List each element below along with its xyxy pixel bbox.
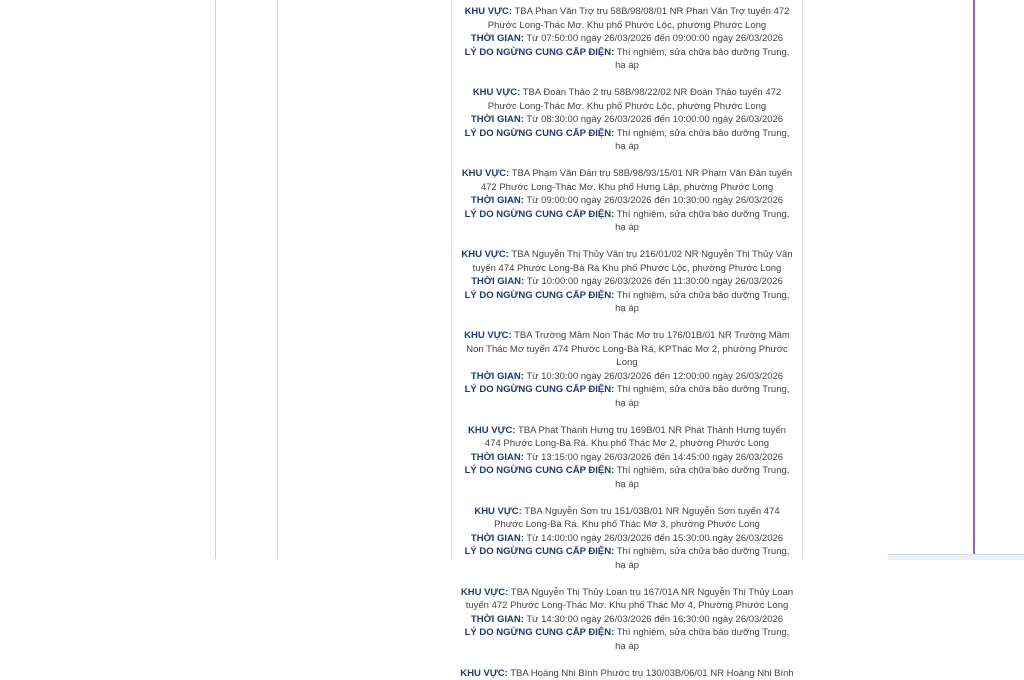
area-label: KHU VỰC: (464, 330, 511, 341)
reason-label: LÝ DO NGỪNG CUNG CẤP ĐIỆN: (465, 128, 615, 139)
area-value: TBA Phạm Văn Đản trụ 58B/98/93/15/01 NR Phạm Văn Đản tuyến 472 Phước Long-Thác Mơ. Khu phố Hưng Lập, phường Phước Long (481, 168, 792, 193)
area-value: TBA Nguyễn Thị Thủy Vân trụ 216/01/02 NR Nguyễn Thị Thủy Vân tuyến 474 Phước Long-Bà Rá Khu phố Phước Lộc, phường Phước Long (473, 249, 793, 274)
outage-entry (452, 5, 802, 73)
reason-value: Thí nghiệm, sửa chữa bảo dưỡng Trung, hạ áp (615, 47, 789, 72)
time-value: Từ 10:00:00 ngày 26/03/2026 đến 11:30:00 ngày 26/03/2026 (527, 276, 783, 287)
time-value: Từ 14:00:00 ngày 26/03/2026 đến 15:30:00 ngày 26/03/2026 (526, 533, 783, 544)
reason-label: LÝ DO NGỪNG CUNG CẤP ĐIỆN: (465, 384, 615, 395)
reason-value: Thí nghiệm, sửa chữa bảo dưỡng Trung, hạ áp (615, 546, 789, 571)
reason-label: LÝ DO NGỪNG CUNG CẤP ĐIỆN: (465, 290, 615, 301)
right-border (973, 0, 975, 559)
reason-value: Thí nghiệm, sửa chữa bảo dưỡng Trung, hạ áp (615, 465, 789, 490)
time-value: Từ 08:30:00 ngày 26/03/2026 đến 10:00:00 ngày 26/03/2026 (526, 114, 783, 125)
area-value: TBA Hoàng Nhi Bình Phước trụ 130/03B/06/01 NR Hoàng Nhi Bình (510, 668, 794, 679)
area-label: KHU VỰC: (462, 168, 509, 179)
reason-label: LÝ DO NGỪNG CUNG CẤP ĐIỆN: (465, 47, 615, 58)
area-value: TBA Trường Mầm Non Thác Mơ trụ 176/01B/01 NR Trường Mầm Non Thác Mơ tuyến 474 Phước Long-Bà Rá, KPThác Mơ 2, phường Phước Long (466, 330, 790, 368)
reason-label: LÝ DO NGỪNG CUNG CẤP ĐIỆN: (465, 546, 615, 557)
area-value: TBA Nguyễn Sơn trụ 151/03B/01 NR Nguyễn Sơn tuyến 474 Phước Long-Bà Rá. Khu phố Thác Mơ 3, phường Phước Long (494, 506, 780, 531)
time-label: THỜI GIAN: (471, 371, 524, 382)
time-value: Từ 07:50:00 ngày 26/03/2026 đến 09:00:00 ngày 26/03/2026 (526, 33, 783, 44)
outage-entry (452, 505, 802, 573)
outage-entry (452, 329, 802, 410)
area-label: KHU VỰC: (473, 87, 520, 98)
area-label: KHU VỰC: (468, 425, 515, 436)
area-label: KHU VỰC: (461, 249, 508, 260)
reason-value: Thí nghiệm, sửa chữa bảo dưỡng Trung, hạ áp (615, 209, 789, 234)
outage-entry (452, 586, 802, 654)
time-label: THỜI GIAN: (471, 533, 524, 544)
area-value: TBA Đoàn Thảo 2 trụ 58B/98/22/02 NR Đoàn Thảo tuyến 472 Phước Long-Thác Mơ. Khu phố Phước Lộc, phường Phước Long (488, 87, 781, 112)
area-value: TBA Phan Văn Trợ trụ 58B/98/08/01 NR Phan Văn Trợ tuyến 472 Phước Long-Thác Mơ. Khu phố Phước Lộc, phường Phước Long (488, 6, 790, 31)
area-label: KHU VỰC: (461, 587, 508, 598)
outage-entry (452, 248, 802, 316)
time-value: Từ 13:15:00 ngày 26/03/2026 đến 14:45:00 ngày 26/03/2026 (526, 452, 783, 463)
time-label: THỜI GIAN: (471, 33, 524, 44)
time-label: THỜI GIAN: (471, 276, 524, 287)
reason-value: Thí nghiệm, sửa chữa bảo dưỡng Trung, hạ áp (615, 627, 789, 652)
area-value: TBA Phát Thành Hưng trụ 169B/01 NR Phát Thành Hưng tuyến 474 Phước Long-Bà Rá. Khu phố Thác Mơ 2, phường Phước Long (485, 425, 786, 450)
outage-entry (452, 167, 802, 235)
area-label: KHU VỰC: (474, 506, 521, 517)
left-outer-border (215, 0, 216, 559)
bottom-widget-edge (888, 554, 1024, 560)
reason-value: Thí nghiệm, sửa chữa bảo dưỡng Trung, hạ áp (615, 384, 789, 409)
time-value: Từ 14:30:00 ngày 26/03/2026 đến 16:30:00 ngày 26/03/2026 (526, 614, 783, 625)
time-label: THỜI GIAN: (471, 195, 524, 206)
reason-value: Thí nghiệm, sửa chữa bảo dưỡng Trung, hạ áp (615, 290, 789, 315)
outage-entry (452, 86, 802, 154)
time-label: THỜI GIAN: (471, 114, 524, 125)
power-outage-notice-list (451, 0, 803, 559)
area-label: KHU VỰC: (460, 668, 507, 679)
time-label: THỜI GIAN: (471, 452, 524, 463)
outage-entry (452, 424, 802, 492)
reason-label: LÝ DO NGỪNG CUNG CẤP ĐIỆN: (465, 465, 615, 476)
left-inner-border (277, 0, 278, 559)
area-label: KHU VỰC: (465, 6, 512, 17)
time-label: THỜI GIAN: (471, 614, 524, 625)
outage-entry (452, 667, 802, 680)
time-value: Từ 10:30:00 ngày 26/03/2026 đến 12:00:00 ngày 26/03/2026 (526, 371, 783, 382)
reason-value: Thí nghiệm, sửa chữa bảo dưỡng Trung, hạ áp (615, 128, 789, 153)
time-value: Từ 09:00:00 ngày 26/03/2026 đến 10:30:00 ngày 26/03/2026 (526, 195, 783, 206)
area-value: TBA Nguyễn Thị Thủy Loan trụ 167/01A NR Nguyễn Thị Thủy Loan tuyến 472 Phước Long-Thác Mơ. Khu phố Thác Mơ 4, Phường Phước Long (466, 587, 793, 612)
reason-label: LÝ DO NGỪNG CUNG CẤP ĐIỆN: (465, 209, 615, 220)
reason-label: LÝ DO NGỪNG CUNG CẤP ĐIỆN: (465, 627, 615, 638)
